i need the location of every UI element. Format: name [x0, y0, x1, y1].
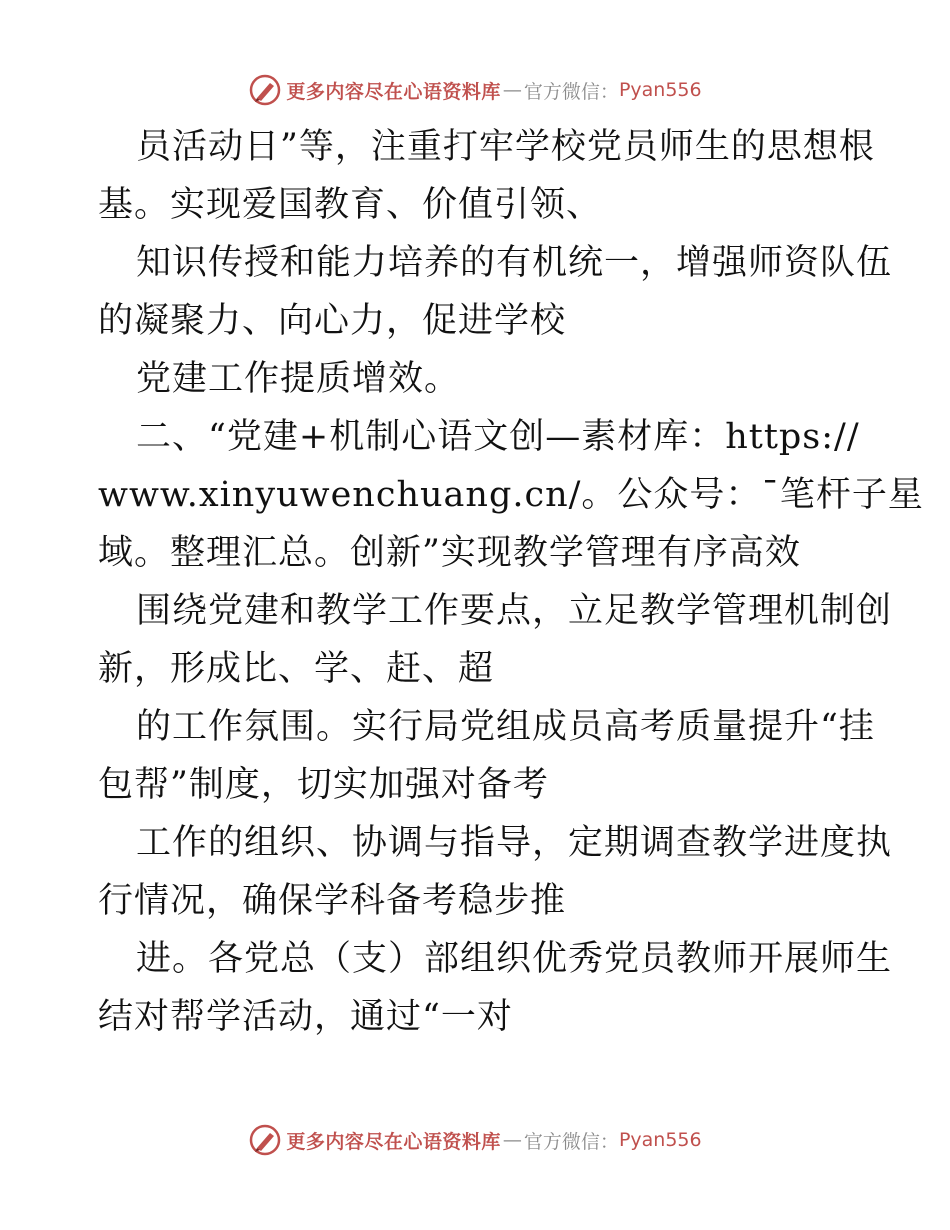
text-line: 工作的组织、协调与指导，定期调查教学进度执 [136, 823, 893, 863]
text-line: 的工作氛围。实行局党组成员高考质量提升“挂 [136, 707, 875, 747]
text-line: 基。实现爱国教育、价值引领、 [98, 185, 603, 225]
watermark-id: Pyan556 [618, 1129, 702, 1151]
pen-logo-icon [248, 1123, 282, 1157]
text-line: 包帮”制度，切实加强对备考 [98, 765, 549, 805]
text-line: 进。各党总（支）部组织优秀党员教师开展师生 [136, 939, 893, 979]
header-watermark [0, 70, 950, 110]
watermark-dash: — [502, 1129, 522, 1151]
text-line: 围绕党建和教学工作要点，立足教学管理机制创 [136, 591, 893, 631]
text-line: 行情况，确保学科备考稳步推 [98, 881, 567, 921]
text-line: 新，形成比、学、赶、超 [98, 649, 495, 689]
text-line: 员活动日”等，注重打牢学校党员师生的思想根 [136, 127, 875, 167]
document-body [98, 118, 924, 1046]
watermark-main-text: 更多内容尽在心语资料库 [286, 80, 501, 103]
text-line: 党建工作提质增效。 [136, 359, 461, 399]
text-line: 域。整理汇总。创新”实现教学管理有序高效 [98, 533, 801, 573]
watermark-id: Pyan556 [618, 79, 702, 101]
watermark-dash: — [502, 79, 522, 101]
text-line: 结对帮学活动，通过“一对 [98, 997, 513, 1037]
watermark-sub-text: 官方微信： [523, 80, 619, 103]
text-line: 的凝聚力、向心力，促进学校 [98, 301, 567, 341]
watermark-sub-text: 官方微信： [523, 1130, 619, 1153]
text-line: 知识传授和能力培养的有机统一，增强师资队伍 [136, 243, 893, 283]
watermark-main-text: 更多内容尽在心语资料库 [286, 1130, 501, 1153]
text-line: 二、“党建+机制心语文创—素材库：https:// [136, 417, 860, 457]
footer-watermark [0, 1120, 950, 1160]
pen-logo-icon [248, 73, 282, 107]
text-line: www.xinyuwenchuang.cn/。公众号：¯笔杆子星 [98, 475, 924, 515]
